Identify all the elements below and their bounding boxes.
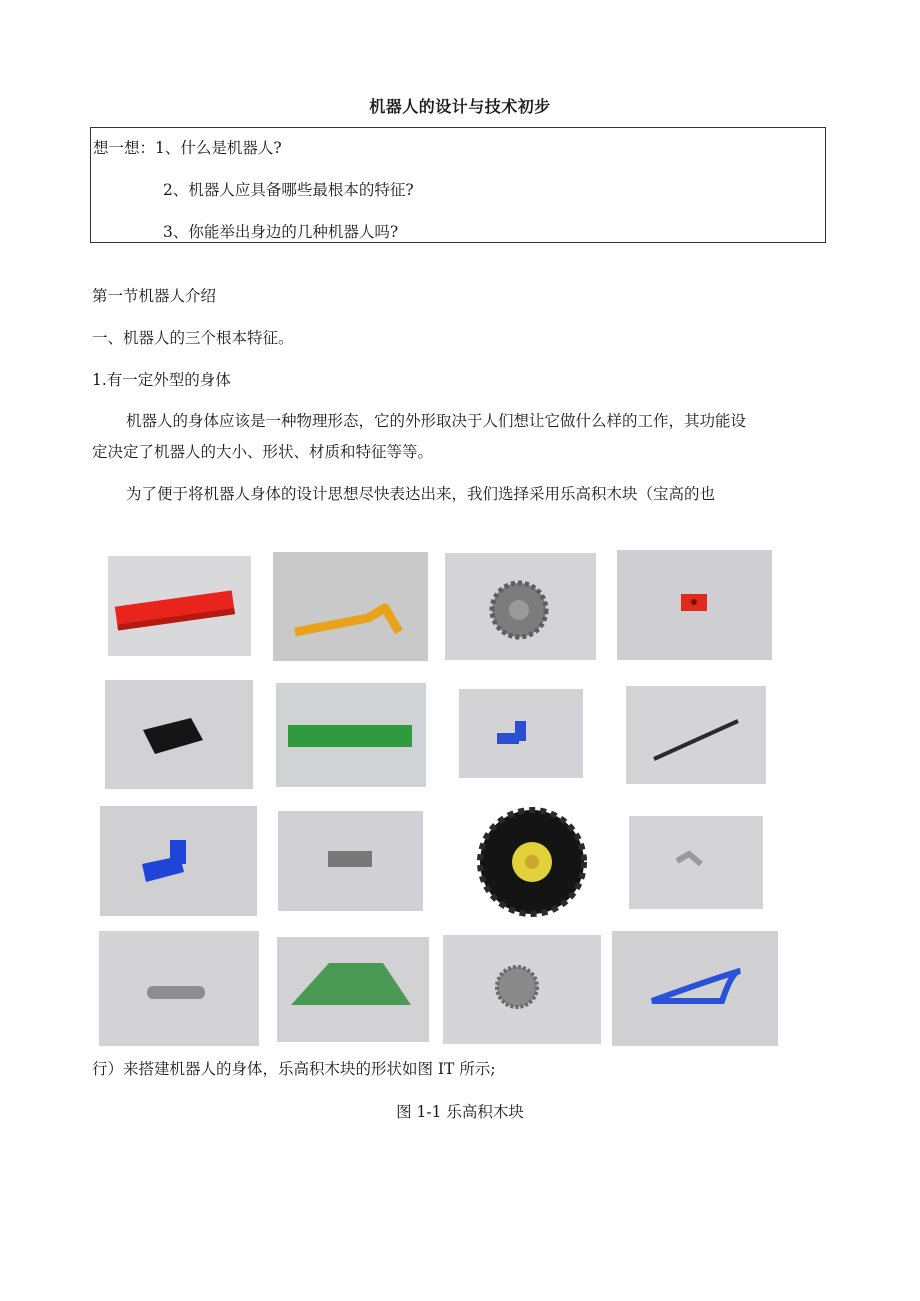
think-line-3: 3、你能举出身边的几种机器人吗? (163, 223, 399, 241)
figure-caption: 图 1-1 乐高积木块 (396, 1103, 524, 1121)
green-wedge-plate-photo (277, 937, 429, 1042)
think-line-2: 2、机器人应具备哪些最根本的特征? (163, 181, 414, 199)
paragraph-2-line-1: 为了便于将机器人身体的设计思想尽快表达出来，我们选择采用乐高积木块（宝高的也 (126, 485, 716, 503)
think-box (90, 127, 826, 243)
item-heading: 1.有一定外型的身体 (92, 371, 231, 389)
black-tile-photo (105, 680, 253, 789)
gray-angled-beam-photo (629, 816, 763, 909)
paragraph-2-line-2: 行）来搭建机器人的身体，乐高积木块的形状如图 IT 所示; (92, 1060, 496, 1078)
wheel-tire-photo (462, 806, 602, 918)
red-long-brick-photo (108, 556, 251, 656)
think-line-1: 想一想：1、什么是机器人? (93, 139, 282, 157)
yellow-bent-beam-photo (273, 552, 428, 661)
section-heading: 第一节机器人介绍 (92, 287, 217, 305)
gray-link-beam-photo (99, 931, 259, 1046)
red-small-brick-photo (617, 550, 772, 660)
blue-connector-photo (459, 689, 583, 778)
document-title: 机器人的设计与技术初步 (369, 97, 551, 116)
green-plate-photo (276, 683, 426, 787)
paragraph-1-line-2: 定决定了机器人的大小、形状、材质和特征等等。 (92, 443, 434, 461)
paragraph-1-line-1: 机器人的身体应该是一种物理形态，它的外形取决于人们想让它做什么样的工作，其功能设 (126, 412, 747, 430)
gray-gear-photo (445, 553, 596, 660)
blue-curved-beam-photo (612, 931, 778, 1046)
black-axle-photo (626, 686, 766, 784)
gray-small-gear-photo (443, 935, 601, 1044)
blue-bracket-photo (100, 806, 257, 916)
gray-pin-connector-photo (278, 811, 423, 911)
subsection-heading: 一、机器人的三个根本特征。 (92, 329, 294, 347)
